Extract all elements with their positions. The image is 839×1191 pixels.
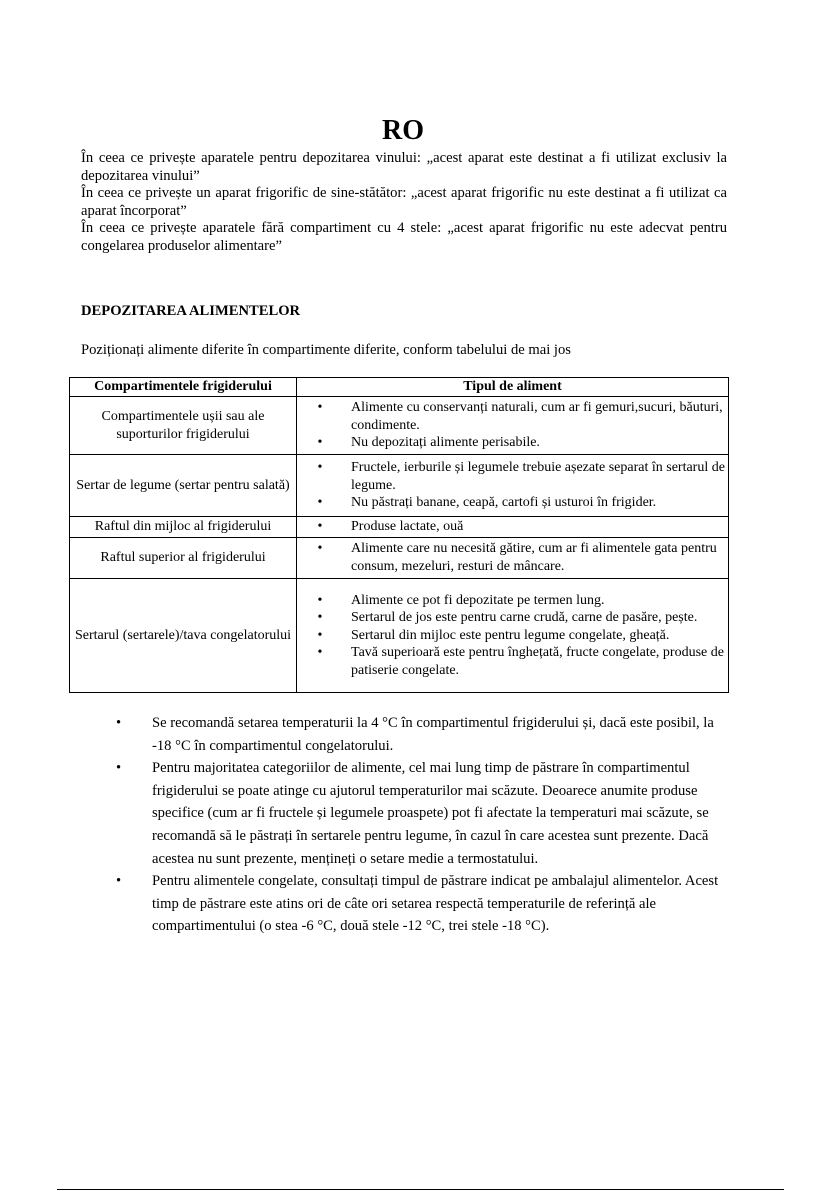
compartment-cell: Raftul din mijloc al frigiderului: [70, 517, 297, 538]
food-type-list: [297, 540, 728, 575]
list-item: [297, 627, 728, 645]
section-heading: DEPOZITAREA ALIMENTELOR: [81, 303, 301, 319]
bullet-icon: •: [317, 435, 323, 451]
list-item: [116, 712, 730, 757]
list-item-text: Alimente care nu necesită gătire, cum ar fi alimentele gata pentru consum, mezeluri, resturi de mâncare.: [351, 541, 717, 574]
table-header-row: [70, 378, 729, 397]
list-item-text: Produse lactate, ouă: [351, 519, 464, 535]
compartment-cell: Compartimentele ușii sau ale suporturilor frigiderului: [70, 397, 297, 455]
compartment-cell: Raftul superior al frigiderului: [70, 538, 297, 579]
bullet-icon: •: [317, 460, 323, 476]
list-item: [297, 494, 728, 512]
list-item: [116, 757, 730, 870]
page-title: RO: [382, 115, 424, 146]
list-item-text: Fructele, ierburile și legumele trebuie așezate separat în sertarul de legume.: [351, 460, 725, 493]
list-item-text: Nu păstrați banane, ceapă, cartofi și usturoi în frigider.: [351, 495, 657, 511]
food-type-list: [297, 592, 728, 680]
compartment-cell: Sertar de legume (sertar pentru salată): [70, 455, 297, 517]
intro-no-four-star-compartment: În ceea ce privește aparatele fără compartiment cu 4 stele: „acest aparat frigorific nu este adecvat pentru congelarea produselor alimentare”: [81, 220, 727, 254]
intro-block: [81, 150, 727, 256]
note-text: Se recomandă setarea temperaturii la 4 °C în compartimentul frigiderului și, dacă este posibil, la -18 °C în compartimentul congelatorului.: [152, 715, 714, 754]
list-item: [116, 870, 730, 938]
list-item: [297, 609, 728, 627]
table-row: [70, 397, 729, 455]
bullet-icon: •: [317, 610, 323, 626]
food-storage-table: [69, 377, 729, 693]
food-type-cell: [297, 517, 729, 538]
header-compartments: Compartimentele frigiderului: [70, 378, 297, 397]
note-text: Pentru majoritatea categoriilor de alimente, cel mai lung timp de păstrare în compartimentul frigiderului se poate atinge cu ajutorul temperaturilor mai scăzute. Deoarece anumite produse specifice (cum ar fi fructele și legumele proaspete) pot fi afectate la temperaturi mai scăzute, se recomandă să le păstrați în sertarele pentru legume, în cazul în care acestea sunt prezente. Dacă acestea nu sunt prezente, mențineți o setare medie a termostatului.: [152, 760, 709, 867]
table-row: [70, 517, 729, 538]
bullet-icon: •: [116, 715, 122, 731]
instruction-text: Poziționați alimente diferite în compartimente diferite, conform tabelului de mai jos: [81, 342, 571, 358]
header-food-type: Tipul de aliment: [297, 378, 729, 397]
list-item: [297, 592, 728, 610]
bullet-icon: •: [116, 760, 122, 777]
bullet-icon: •: [317, 627, 323, 643]
food-type-list: [297, 399, 728, 452]
table-row: [70, 538, 729, 579]
list-item: [297, 434, 728, 452]
list-item-text: Sertarul de jos este pentru carne crudă, carne de pasăre, pește.: [351, 610, 698, 626]
food-type-cell: [297, 397, 729, 455]
bullet-icon: •: [317, 645, 323, 661]
footer-divider: [57, 1189, 784, 1190]
list-item-text: Alimente cu conservanți naturali, cum ar fi gemuri,sucuri, băuturi, condimente.: [351, 400, 723, 433]
bullet-icon: •: [317, 519, 323, 535]
intro-freestanding-appliance: În ceea ce privește un aparat frigorific de sine-stătător: „acest aparat frigorific nu este destinat a fi utilizat ca aparat încorporat”: [81, 185, 727, 219]
list-item-text: Tavă superioară este pentru înghețată, fructe congelate, produse de patiserie congelate.: [351, 645, 724, 678]
list-item-text: Nu depozitați alimente perisabile.: [351, 435, 540, 451]
bullet-icon: •: [317, 495, 323, 511]
bullet-icon: •: [116, 873, 122, 890]
list-item: [297, 459, 728, 494]
list-item-text: Alimente ce pot fi depozitate pe termen lung.: [351, 592, 605, 608]
bullet-icon: •: [317, 541, 323, 557]
temperature-notes-list: [116, 712, 730, 938]
food-type-cell: [297, 538, 729, 579]
table-row: [70, 455, 729, 517]
list-item-text: Sertarul din mijloc este pentru legume congelate, gheață.: [351, 627, 670, 643]
food-type-cell: [297, 579, 729, 693]
compartment-cell: Sertarul (sertarele)/tava congelatorului: [70, 579, 297, 693]
bullet-icon: •: [317, 592, 323, 608]
list-item: [297, 399, 728, 434]
food-type-list: [297, 518, 728, 536]
list-item: [297, 518, 728, 536]
table-row: [70, 579, 729, 693]
food-type-cell: [297, 455, 729, 517]
bullet-icon: •: [317, 400, 323, 416]
food-type-list: [297, 459, 728, 512]
intro-wine-appliance: În ceea ce privește aparatele pentru depozitarea vinului: „acest aparat este destinat a fi utilizat exclusiv la depozitarea vinului”: [81, 150, 727, 184]
list-item: [297, 540, 728, 575]
note-text: Pentru alimentele congelate, consultați timpul de păstrare indicat pe ambalajul alimentelor. Acest timp de păstrare este atins ori de câte ori setarea respectă temperaturile de referință ale compartimentului (o stea -6 °C, două stele -12 °C, trei stele -18 °C).: [152, 873, 719, 935]
list-item: [297, 644, 728, 679]
